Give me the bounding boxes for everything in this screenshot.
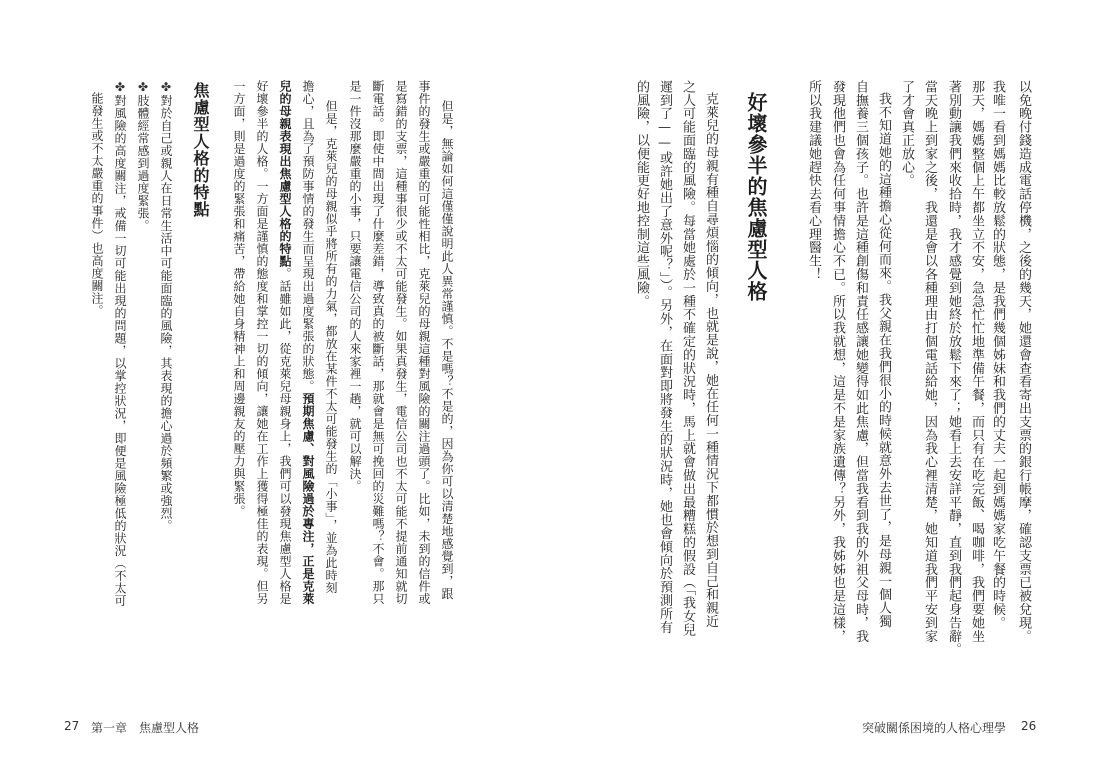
- text-line: 但是，無論如何這僅僅說明此人異常謹慎。不是嗎？不是的，因為你可以清楚地感覺到，跟: [440, 100, 454, 600]
- text-line: 好壞參半的人格。一方面是謹慎的態度和掌控一切的傾向，讓她在工作上獲得極佳的表現。但另: [255, 80, 269, 605]
- right-page: [550, 0, 1100, 780]
- bullet-item: [137, 80, 149, 685]
- text-line: 所以我建議她趕快去看心理醫生！: [806, 80, 821, 281]
- text-line: 以免晚付錢造成電話停機，之後的幾天，她還會查看寄出支票的銀行帳摩，確認支票已被兌現。: [1016, 80, 1031, 643]
- bullet-text: 對於自己或親人在日常生活中可能面臨的風險，其表現的擔心過於頻繁或強烈。: [159, 94, 173, 532]
- text-line: 自撫養三個孩子。也許是這種創傷和責任感讓她變得如此焦慮，但當我看到我的外祖父母時，我: [853, 80, 868, 643]
- text-line: 事件的發生或嚴重的可能性相比，克萊兒的母親這種對風險的關注過頭了。比如，未到的信件或: [417, 80, 431, 605]
- bullet-item: [160, 80, 172, 685]
- text-line: 是一件沒那麼嚴重的小事，只要讓電信公司的人來家裡一趟，就可以解決。: [348, 80, 362, 493]
- bullet-continuation: 能發生或不太嚴重的事件）也高度關注。: [90, 92, 104, 317]
- text-line: 的風險，以便能更好地控制這些風險。: [634, 80, 649, 308]
- bullet-item: [114, 80, 126, 685]
- text-line: 一方面，則是過度的緊張和痛苦，帶給她自身精神上和周邊親友的壓力與緊張。: [232, 80, 246, 518]
- page-number: 27: [64, 719, 80, 733]
- text-line: 之人可能面臨的風險。每當她處於一種不確定的狀況時，馬上就會做出最糟糕的假設（「我女兒: [680, 80, 695, 637]
- text-line: 斷電話。即使中間出現了什麼差錯，導致真的被斷話，那就會是無可挽回的災難嗎？不會。那只: [371, 80, 385, 605]
- text-line: 了才會真正放心。: [899, 80, 914, 188]
- bullet-text: 肢體經常感到過度緊張。: [136, 94, 150, 232]
- text-run: 。話雖如此，從克萊兒母親身上，我們可以發現焦慮型人格是: [278, 267, 292, 605]
- text-run: 擔心，且為了預防事情的發生而呈現出過度緊張的狀態。: [301, 80, 315, 393]
- text-line: [279, 80, 291, 685]
- emphasis-text: 兒的母親表現出焦慮型人格的特點: [278, 80, 292, 268]
- text-line: 遲到了——或許她出了意外呢？」）。另外，在面對即將發生的狀況時，她也會傾向於預測所有: [657, 80, 672, 634]
- flower-bullet-icon: ✤: [159, 80, 173, 95]
- text-line: 我唯一看到媽媽比較放鬆的狀態，是我們幾個姊妹和我們的丈夫一起到媽媽家吃午餐的時候。: [990, 80, 1005, 630]
- text-line: 是寫錯的支票，這種事很少或不太可能發生。如果真發生，電信公司也不太可能不提前通知就切: [394, 80, 408, 605]
- text-line: 發現他們也會為任何事情擔心不已。所以我就想，這是不是家族遺傳？另外，我姊姊也是這樣，: [830, 80, 845, 643]
- text-line: 我不知道她的這種擔心從何而來。我父親在我們很小的時候就意外去世了，是母親一個人獨: [876, 92, 891, 628]
- emphasis-text: 預期焦慮、對風險過於專注，正是克萊: [301, 392, 315, 605]
- text-line: 但是，克萊兒的母親似乎將所有的力氣，都放在某件不太可能發生的「小事」，並為此時刻: [324, 100, 338, 594]
- page-number: 26: [1021, 719, 1037, 733]
- text-line: 克萊兒的母親有種自尋煩惱的傾向，也就是說，她在任何一種情況下都慣於想到自己和親近: [703, 92, 718, 628]
- subheading: 焦慮型人格的特點: [191, 82, 210, 218]
- text-line: 當天晚上到家之後，我還是會以各種理由打個電話給她，因為我心裡清楚，她知道我們平安到家: [922, 80, 937, 643]
- flower-bullet-icon: ✤: [136, 80, 150, 95]
- bullet-text: 對風險的高度關注，戒備一切可能出現的問題，以掌控狀況，即便是風險極低的狀況（不太可: [113, 94, 127, 607]
- running-chapter: 第一章 焦慮型人格: [91, 721, 200, 735]
- text-line: 著別動讓我們來收拾時，我才感覺到她終於放鬆下來了；她看上去安詳平靜，直到我們起身告辭。: [946, 80, 961, 657]
- section-heading: 好壞參半的焦慮型人格: [744, 92, 768, 302]
- text-line: 那天，媽媽整個上午都坐立不安，急急忙忙地準備午餐，而只有在吃完飯、喝咖啡，我們要她坐: [969, 80, 984, 643]
- running-title: 突破關係困境的人格心理學: [862, 721, 1007, 735]
- text-line: [302, 80, 314, 685]
- flower-bullet-icon: ✤: [113, 80, 127, 95]
